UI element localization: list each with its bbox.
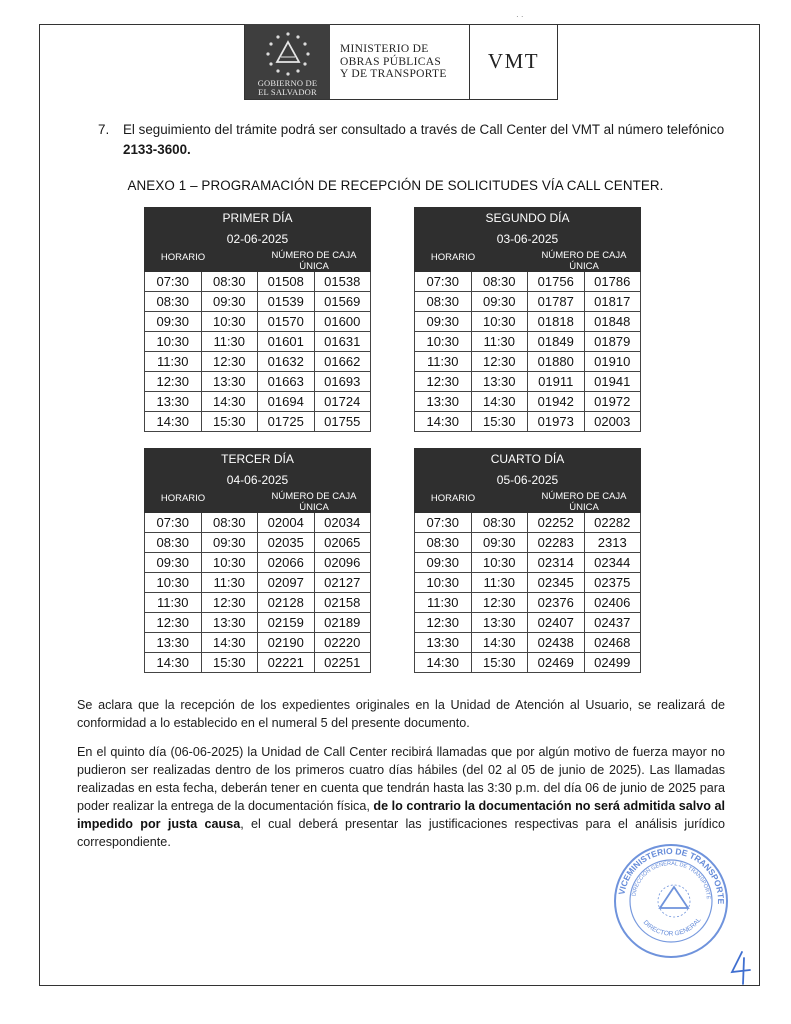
column-header-box	[258, 249, 371, 272]
end-time-cell: 11:30	[201, 332, 258, 352]
government-line-1: GOBIERNO DE	[257, 78, 318, 88]
start-time-cell: 13:30	[145, 633, 202, 653]
end-time-cell: 10:30	[201, 553, 258, 573]
scan-artifact: · ·	[516, 12, 524, 21]
box-start-cell: 02438	[528, 633, 585, 653]
government-line-2: EL SALVADOR	[258, 87, 317, 97]
end-time-cell: 15:30	[201, 653, 258, 673]
box-start-cell: 01756	[528, 272, 585, 292]
svg-text:DIRECTOR GENERAL	[642, 916, 703, 937]
end-time-cell: 08:30	[471, 513, 528, 533]
table-row	[415, 372, 641, 392]
box-start-cell: 02345	[528, 573, 585, 593]
table-row	[415, 272, 641, 292]
start-time-cell: 09:30	[145, 553, 202, 573]
box-end-cell: 01817	[584, 292, 641, 312]
box-header-label: NÚMERO DE CAJA ÚNICA	[271, 250, 357, 272]
end-time-cell: 08:30	[201, 513, 258, 533]
box-header-label: NÚMERO DE CAJA ÚNICA	[271, 491, 357, 513]
column-header-schedule	[415, 490, 528, 513]
table-row	[145, 633, 371, 653]
table-row	[145, 593, 371, 613]
table-row	[145, 653, 371, 673]
table-row	[145, 392, 371, 412]
box-start-cell: 01632	[258, 352, 315, 372]
schedule-header-label: HORARIO	[160, 251, 206, 263]
box-end-cell: 01755	[314, 412, 371, 432]
box-start-cell: 01787	[528, 292, 585, 312]
start-time-cell: 12:30	[415, 613, 472, 633]
day-date: 04-06-2025	[145, 470, 371, 490]
box-start-cell: 02469	[528, 653, 585, 673]
start-time-cell: 09:30	[145, 312, 202, 332]
box-end-cell: 01848	[584, 312, 641, 332]
box-end-cell: 02034	[314, 513, 371, 533]
schedule-table-day-3	[144, 448, 371, 673]
schedule-header-label: HORARIO	[160, 492, 206, 504]
table-row	[415, 292, 641, 312]
start-time-cell: 14:30	[415, 653, 472, 673]
phone-number: 2133-3600.	[123, 142, 191, 157]
end-time-cell: 13:30	[201, 613, 258, 633]
box-end-cell: 2313	[584, 533, 641, 553]
box-end-cell: 01538	[314, 272, 371, 292]
table-row	[415, 573, 641, 593]
end-time-cell: 15:30	[201, 412, 258, 432]
end-time-cell: 14:30	[471, 392, 528, 412]
table-row	[415, 513, 641, 533]
annex-title: ANEXO 1 – PROGRAMACIÓN DE RECEPCIÓN DE SOLICITUDES VÍA CALL CENTER.	[127, 178, 664, 193]
box-end-cell: 02220	[314, 633, 371, 653]
box-start-cell: 01911	[528, 372, 585, 392]
box-end-cell: 01910	[584, 352, 641, 372]
official-stamp	[612, 842, 730, 960]
table-row	[145, 412, 371, 432]
box-start-cell: 02283	[528, 533, 585, 553]
day-date: 02-06-2025	[145, 229, 371, 249]
box-start-cell: 02004	[258, 513, 315, 533]
end-time-cell: 08:30	[471, 272, 528, 292]
end-time-cell: 14:30	[201, 392, 258, 412]
start-time-cell: 13:30	[415, 392, 472, 412]
end-time-cell: 11:30	[201, 573, 258, 593]
column-header-box	[528, 249, 641, 272]
box-end-cell: 02065	[314, 533, 371, 553]
box-end-cell: 01693	[314, 372, 371, 392]
box-end-cell: 01662	[314, 352, 371, 372]
box-start-cell: 02314	[528, 553, 585, 573]
clarification-paragraph: Se aclara que la recepción de los expedientes originales en la Unidad de Atención al Usuario, se realizará de conformidad a lo establecido en el numeral 5 del presente documento.	[77, 698, 725, 730]
box-end-cell: 02251	[314, 653, 371, 673]
table-row	[145, 372, 371, 392]
table-row	[145, 513, 371, 533]
government-logo	[244, 24, 330, 100]
box-end-cell: 01972	[584, 392, 641, 412]
box-end-cell: 01879	[584, 332, 641, 352]
box-start-cell: 01508	[258, 272, 315, 292]
table-row	[415, 392, 641, 412]
day-date: 05-06-2025	[415, 470, 641, 490]
end-time-cell: 13:30	[471, 613, 528, 633]
table-row	[145, 292, 371, 312]
box-end-cell: 02468	[584, 633, 641, 653]
schedule-header-label: HORARIO	[430, 251, 476, 263]
table-row	[145, 533, 371, 553]
day-label: TERCER DÍA	[145, 449, 371, 470]
table-row	[145, 553, 371, 573]
fifth-day-text-end: , el cual deberá presentar las justificaciones respectivas para el análisis jurídico correspondiente.	[77, 817, 726, 849]
fifth-day-paragraph	[77, 743, 725, 851]
column-header-schedule	[145, 490, 258, 513]
start-time-cell: 11:30	[145, 593, 202, 613]
column-header-box	[528, 490, 641, 513]
end-time-cell: 10:30	[201, 312, 258, 332]
box-start-cell: 01725	[258, 412, 315, 432]
box-end-cell: 01569	[314, 292, 371, 312]
table-row	[415, 412, 641, 432]
box-end-cell: 01631	[314, 332, 371, 352]
start-time-cell: 09:30	[415, 312, 472, 332]
table-row	[415, 653, 641, 673]
start-time-cell: 08:30	[145, 533, 202, 553]
table-row	[415, 633, 641, 653]
end-time-cell: 09:30	[201, 292, 258, 312]
schedule-table-day-1	[144, 207, 371, 432]
box-start-cell: 02252	[528, 513, 585, 533]
start-time-cell: 08:30	[415, 533, 472, 553]
box-start-cell: 01973	[528, 412, 585, 432]
end-time-cell: 08:30	[201, 272, 258, 292]
box-start-cell: 02066	[258, 553, 315, 573]
box-end-cell: 02344	[584, 553, 641, 573]
column-header-schedule	[145, 249, 258, 272]
coat-of-arms-icon	[263, 30, 313, 78]
box-end-cell: 01600	[314, 312, 371, 332]
end-time-cell: 13:30	[201, 372, 258, 392]
ministry-name	[330, 24, 469, 100]
box-start-cell: 02190	[258, 633, 315, 653]
box-start-cell: 02097	[258, 573, 315, 593]
box-start-cell: 01880	[528, 352, 585, 372]
start-time-cell: 14:30	[145, 412, 202, 432]
ministry-line-1: MINISTERIO DE	[340, 43, 429, 55]
box-header-label: NÚMERO DE CAJA ÚNICA	[541, 491, 627, 513]
start-time-cell: 07:30	[415, 513, 472, 533]
day-label: PRIMER DÍA	[145, 208, 371, 229]
fifth-day-text: En el quinto día (06-06-2025) la Unidad de Call Center recibirá llamadas que por algún motivo de fuerza mayor no pudieron ser realizadas dentro de los primeros cuatro días hábiles (del 02 al 05 de junio de 2025). Las llamadas realizadas en esta fecha, deberán tener en cuenta que tendrán hasta las 3:30 p.m. del día 06 de junio de 2025 para poder realizar la entrega de la documentación física,	[77, 745, 725, 813]
start-time-cell: 12:30	[145, 613, 202, 633]
vmt-acronym: VMT	[469, 24, 558, 100]
box-start-cell: 02128	[258, 593, 315, 613]
start-time-cell: 11:30	[145, 352, 202, 372]
end-time-cell: 12:30	[201, 593, 258, 613]
stamp-outer-text: VICEMINISTERIO DE TRANSPORTE	[616, 845, 727, 905]
end-time-cell: 10:30	[471, 553, 528, 573]
start-time-cell: 13:30	[415, 633, 472, 653]
table-row	[145, 613, 371, 633]
box-end-cell: 02096	[314, 553, 371, 573]
table-row	[145, 332, 371, 352]
table-row	[145, 573, 371, 593]
box-end-cell: 01941	[584, 372, 641, 392]
start-time-cell: 08:30	[415, 292, 472, 312]
box-start-cell: 02159	[258, 613, 315, 633]
day-label: CUARTO DÍA	[415, 449, 641, 470]
stamp-emblem-icon	[658, 885, 690, 917]
end-time-cell: 10:30	[471, 312, 528, 332]
start-time-cell: 10:30	[145, 332, 202, 352]
end-time-cell: 15:30	[471, 653, 528, 673]
start-time-cell: 12:30	[145, 372, 202, 392]
table-row	[415, 613, 641, 633]
box-end-cell: 02003	[584, 412, 641, 432]
box-end-cell: 02127	[314, 573, 371, 593]
end-time-cell: 14:30	[471, 633, 528, 653]
box-end-cell: 02375	[584, 573, 641, 593]
box-end-cell: 01724	[314, 392, 371, 412]
table-row	[415, 312, 641, 332]
start-time-cell: 10:30	[415, 573, 472, 593]
end-time-cell: 14:30	[201, 633, 258, 653]
start-time-cell: 12:30	[415, 372, 472, 392]
box-end-cell: 02499	[584, 653, 641, 673]
start-time-cell: 09:30	[415, 553, 472, 573]
table-row	[415, 332, 641, 352]
start-time-cell: 14:30	[415, 412, 472, 432]
box-start-cell: 02376	[528, 593, 585, 613]
start-time-cell: 13:30	[145, 392, 202, 412]
item-number: 7.	[98, 122, 110, 137]
box-start-cell: 01818	[528, 312, 585, 332]
start-time-cell: 10:30	[145, 573, 202, 593]
end-time-cell: 09:30	[471, 533, 528, 553]
end-time-cell: 09:30	[201, 533, 258, 553]
start-time-cell: 11:30	[415, 593, 472, 613]
day-label: SEGUNDO DÍA	[415, 208, 641, 229]
end-time-cell: 15:30	[471, 412, 528, 432]
schedule-table-day-4	[414, 448, 641, 673]
box-start-cell: 02221	[258, 653, 315, 673]
ministry-line-2: OBRAS PÚBLICAS	[340, 55, 442, 68]
box-start-cell: 01849	[528, 332, 585, 352]
schedule-table-day-2	[414, 207, 641, 432]
handwritten-page-number	[728, 950, 754, 986]
fifth-day-bold-text: de lo contrario la documentación no será admitida salvo al impedido por justa causa	[77, 799, 725, 831]
box-end-cell: 02158	[314, 593, 371, 613]
box-end-cell: 02406	[584, 593, 641, 613]
end-time-cell: 11:30	[471, 332, 528, 352]
box-end-cell: 01786	[584, 272, 641, 292]
start-time-cell: 07:30	[145, 272, 202, 292]
box-start-cell: 01539	[258, 292, 315, 312]
table-row	[415, 593, 641, 613]
start-time-cell: 10:30	[415, 332, 472, 352]
start-time-cell: 07:30	[415, 272, 472, 292]
stamp-inner-text: DIRECCIÓN GENERAL DE TRANSPORTE	[631, 860, 711, 900]
ministry-line-3: Y DE TRANSPORTE	[340, 68, 447, 80]
column-header-box	[258, 490, 371, 513]
stamp-bottom-text: DIRECTOR GENERAL	[641, 916, 703, 938]
table-row	[415, 352, 641, 372]
end-time-cell: 12:30	[471, 352, 528, 372]
box-start-cell: 02035	[258, 533, 315, 553]
box-header-label: NÚMERO DE CAJA ÚNICA	[541, 250, 627, 272]
column-header-schedule	[415, 249, 528, 272]
start-time-cell: 08:30	[145, 292, 202, 312]
table-row	[145, 272, 371, 292]
table-row	[145, 312, 371, 332]
box-end-cell: 02282	[584, 513, 641, 533]
box-start-cell: 01942	[528, 392, 585, 412]
box-start-cell: 01570	[258, 312, 315, 332]
day-date: 03-06-2025	[415, 229, 641, 249]
end-time-cell: 11:30	[471, 573, 528, 593]
item-text: El seguimiento del trámite podrá ser consultado a través de Call Center del VMT al número telefónico	[123, 122, 725, 137]
document-header	[244, 24, 558, 100]
end-time-cell: 12:30	[201, 352, 258, 372]
start-time-cell: 14:30	[145, 653, 202, 673]
box-end-cell: 02437	[584, 613, 641, 633]
end-time-cell: 09:30	[471, 292, 528, 312]
end-time-cell: 12:30	[471, 593, 528, 613]
box-start-cell: 01601	[258, 332, 315, 352]
box-end-cell: 02189	[314, 613, 371, 633]
box-start-cell: 02407	[528, 613, 585, 633]
table-row	[145, 352, 371, 372]
schedule-header-label: HORARIO	[430, 492, 476, 504]
start-time-cell: 11:30	[415, 352, 472, 372]
table-row	[415, 553, 641, 573]
box-start-cell: 01694	[258, 392, 315, 412]
start-time-cell: 07:30	[145, 513, 202, 533]
box-start-cell: 01663	[258, 372, 315, 392]
end-time-cell: 13:30	[471, 372, 528, 392]
table-row	[415, 533, 641, 553]
